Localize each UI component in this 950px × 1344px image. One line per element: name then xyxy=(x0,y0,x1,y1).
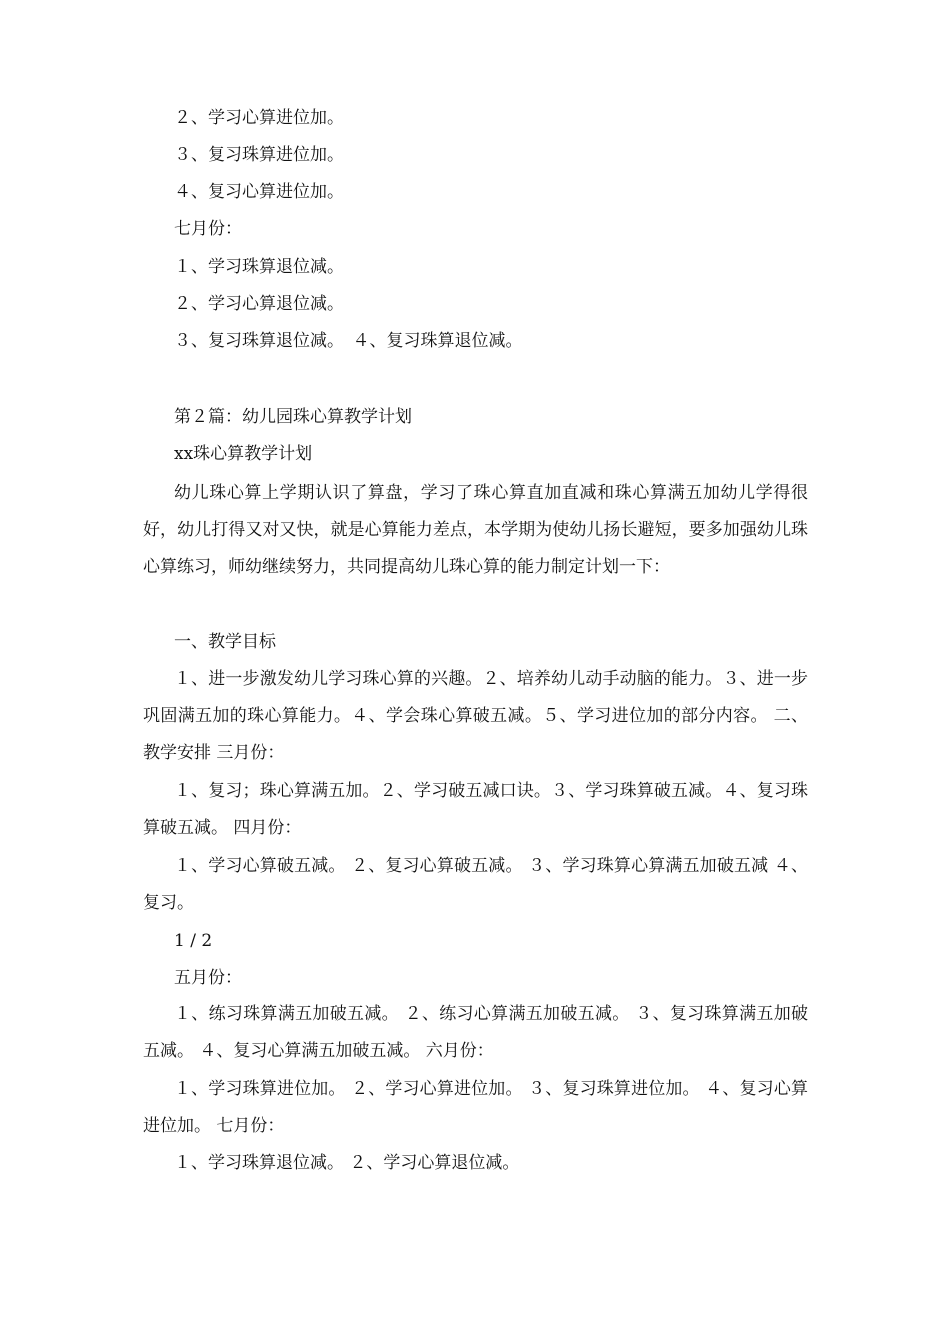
section-heading: 一、教学目标 xyxy=(174,632,276,652)
list-item: １、学习珠算退位减。 xyxy=(174,257,344,277)
list-item: ２、学习心算退位减。 xyxy=(174,294,344,314)
list-item: ３、复习珠算进位加。 xyxy=(174,145,344,165)
june-paragraph: １、学习珠算进位加。 ２、学习心算进位加。 ３、复习珠算进位加。 ４、复习心算进位加。 七月份： xyxy=(143,1079,808,1136)
month-heading: 七月份： xyxy=(174,219,242,239)
april-paragraph: １、学习心算破五减。 ２、复习心算破五减。 ３、学习珠算心算满五加破五减 ４、复习。 xyxy=(143,856,808,913)
list-item: ３、复习珠算退位减。 ４、复习珠算退位减。 xyxy=(174,331,523,351)
july-paragraph: １、学习珠算退位减。 ２、学习心算退位减。 xyxy=(174,1153,520,1173)
goals-paragraph: １、进一步激发幼儿学习珠心算的兴趣。２、培养幼儿动手动脑的能力。３、进一步巩固满五加的珠心算能力。４、学会珠心算破五减。５、学习进位加的部分内容。 二、教学安排 三月份： xyxy=(143,669,808,763)
may-paragraph: １、练习珠算满五加破五减。 ２、练习心算满五加破五减。 ３、复习珠算满五加破五减。 ４、复习心算满五加破五减。 六月份： xyxy=(143,1004,808,1061)
intro-paragraph: 幼儿珠心算上学期认识了算盘，学习了珠心算直加直减和珠心算满五加幼儿学得很好，幼儿打得又对又快，就是心算能力差点，本学期为使幼儿扬长避短，要多加强幼儿珠心算练习，师幼继续努力，共同提高幼儿珠心算的能力制定计划一下： xyxy=(143,483,808,577)
article-subtitle: xx珠心算教学计划 xyxy=(174,444,313,464)
page-number: 1 / 2 xyxy=(174,931,213,951)
article-heading: 第２篇：幼儿园珠心算教学计划 xyxy=(174,407,412,427)
list-item: ４、复习心算进位加。 xyxy=(174,182,344,202)
month-heading: 五月份： xyxy=(174,968,242,988)
march-paragraph: １、复习；珠心算满五加。２、学习破五减口诀。３、学习珠算破五减。４、复习珠算破五减。 四月份： xyxy=(143,781,808,838)
list-item: ２、学习心算进位加。 xyxy=(174,108,344,128)
